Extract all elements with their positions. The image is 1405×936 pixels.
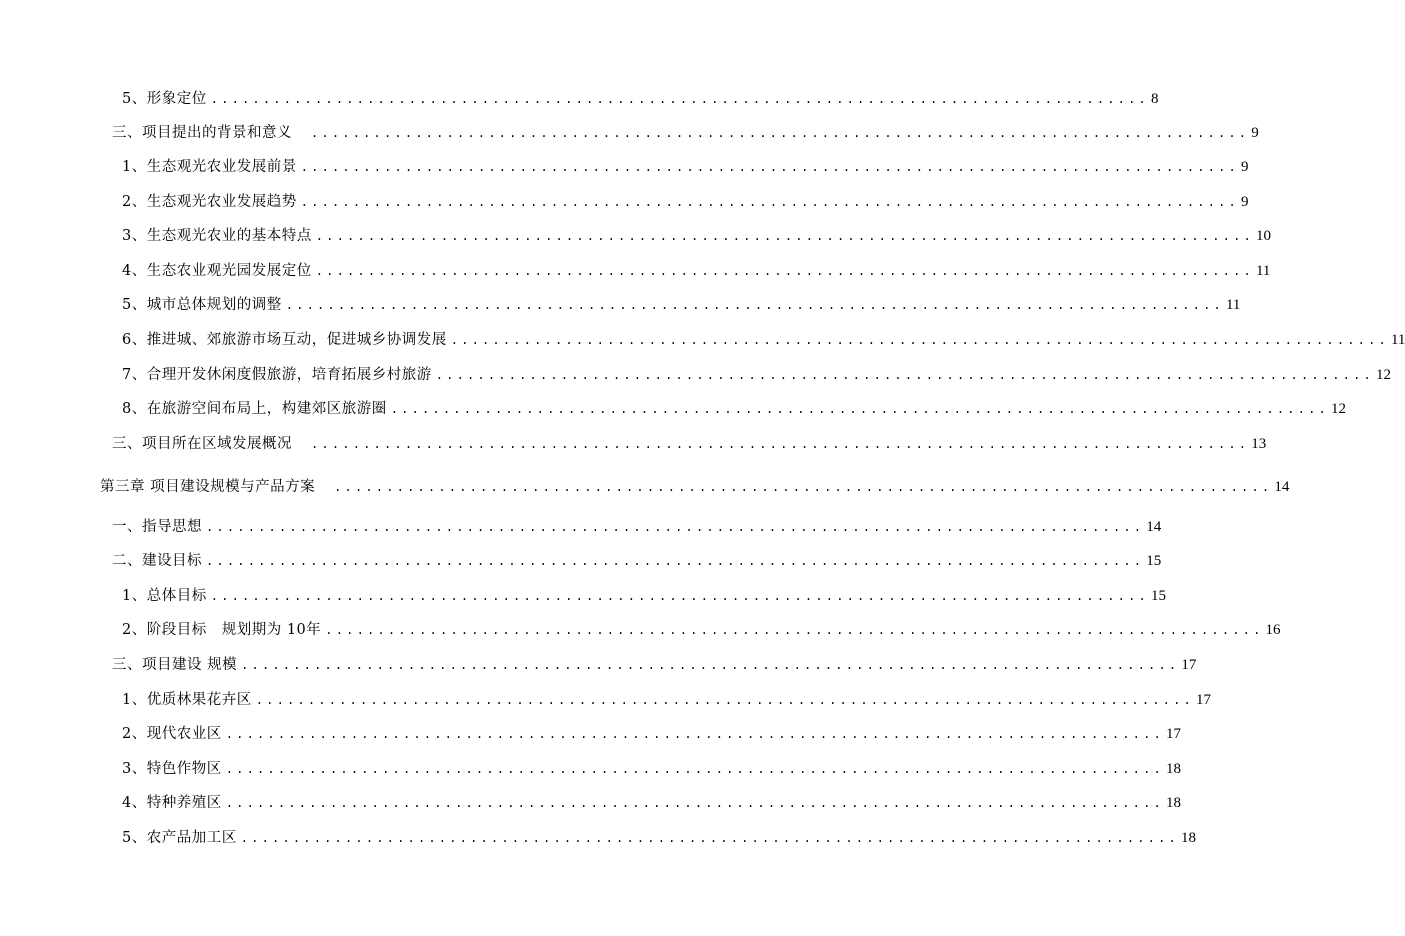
toc-entry[interactable] [122, 226, 1271, 246]
toc-entry[interactable] [122, 793, 1181, 813]
toc-entry-page: 11 [1390, 332, 1405, 348]
toc-entry-page: 18 [1165, 761, 1181, 777]
toc-entry-page: 18 [1180, 830, 1196, 846]
toc-entry-label: 第三章 项目建设规模与产品方案 [100, 479, 331, 495]
toc-entry[interactable] [112, 434, 1267, 454]
toc-entry-page: 14 [1146, 519, 1162, 535]
toc-entry-label: 5、形象定位 [122, 91, 207, 107]
toc-entry[interactable] [122, 690, 1211, 710]
toc-leader-dots: .......................................................................................... [334, 480, 1273, 494]
toc-entry-page: 15 [1146, 553, 1162, 569]
toc-entry[interactable] [122, 724, 1181, 744]
toc-entry[interactable] [122, 620, 1281, 640]
toc-leader-dots: .......................................................................................... [240, 831, 1179, 845]
toc-leader-dots: .......................................................................................... [390, 402, 1329, 416]
toc-entry-page: 17 [1181, 657, 1197, 673]
toc-leader-dots: .......................................................................................... [435, 368, 1374, 382]
toc-entry-page: 18 [1165, 795, 1181, 811]
toc-entry-page: 17 [1165, 726, 1181, 742]
toc-entry[interactable] [122, 586, 1166, 606]
toc-entry[interactable] [122, 330, 1405, 350]
toc-entry-page: 9 [1251, 125, 1259, 141]
toc-leader-dots: .......................................................................................... [210, 92, 1149, 106]
toc-entry-page: 9 [1240, 159, 1249, 175]
toc-entry[interactable] [122, 828, 1196, 848]
toc-entry-page: 8 [1150, 91, 1159, 107]
toc-leader-dots: .......................................................................................... [450, 333, 1389, 347]
toc-leader-dots: .......................................................................................... [285, 298, 1224, 312]
toc-entry-page: 13 [1251, 436, 1267, 452]
toc-chapter-entry[interactable] [100, 477, 1290, 497]
toc-entry-label: 2、阶段目标 规划期为 10年 [122, 622, 322, 638]
toc-entry-page: 11 [1255, 263, 1271, 279]
toc-leader-dots: .......................................................................................... [300, 160, 1239, 174]
toc-entry-page: 17 [1195, 692, 1211, 708]
toc-entry-label: 6、推进城、郊旅游市场互动，促进城乡协调发展 [122, 332, 447, 348]
toc-entry[interactable] [112, 551, 1162, 571]
toc-leader-dots: .......................................................................................... [206, 554, 1145, 568]
toc-leader-dots: .......................................................................................... [255, 693, 1194, 707]
toc-leader-dots: .......................................................................................... [315, 229, 1254, 243]
toc-leader-dots: .......................................................................................... [315, 264, 1254, 278]
toc-entry-label: 4、生态农业观光园发展定位 [122, 263, 312, 279]
toc-entry-page: 12 [1375, 367, 1391, 383]
toc-leader-dots: .......................................................................................... [225, 727, 1164, 741]
toc-entry-label: 一、指导思想 [112, 519, 202, 535]
toc-entry-label: 三、项目所在区域发展概况 [112, 436, 307, 452]
toc-entry-label: 三、项目建设 规模 [112, 657, 238, 673]
toc-entry[interactable] [122, 157, 1249, 177]
toc-entry-label: 3、特色作物区 [122, 761, 222, 777]
toc-entry-label: 1、优质林果花卉区 [122, 692, 252, 708]
toc-entry-page: 15 [1150, 588, 1166, 604]
toc-entry[interactable] [122, 295, 1241, 315]
toc-entry-label: 7、合理开发休闲度假旅游，培育拓展乡村旅游 [122, 367, 432, 383]
toc-leader-dots: .......................................................................................... [311, 126, 1250, 140]
toc-entry-page: 16 [1265, 622, 1281, 638]
toc-leader-dots: .......................................................................................... [300, 195, 1239, 209]
toc-entry[interactable] [112, 123, 1259, 143]
toc-entry-label: 2、现代农业区 [122, 726, 222, 742]
toc-entry-label: 8、在旅游空间布局上，构建郊区旅游圈 [122, 401, 387, 417]
toc-leader-dots: .......................................................................................... [206, 520, 1145, 534]
toc-entry[interactable] [122, 759, 1181, 779]
toc-leader-dots: .......................................................................................... [210, 589, 1149, 603]
toc-entry[interactable] [122, 261, 1271, 281]
toc-entry-label: 4、特种养殖区 [122, 795, 222, 811]
toc-entry[interactable] [112, 517, 1162, 537]
toc-leader-dots: .......................................................................................... [241, 658, 1180, 672]
toc-leader-dots: .......................................................................................... [325, 623, 1264, 637]
toc-leader-dots: .......................................................................................... [311, 437, 1250, 451]
toc-entry-label: 3、生态观光农业的基本特点 [122, 228, 312, 244]
toc-entry[interactable] [122, 365, 1391, 385]
toc-entry-label: 二、建设目标 [112, 553, 202, 569]
toc-entry-page: 12 [1330, 401, 1346, 417]
toc-entry-page: 9 [1240, 194, 1249, 210]
toc-entry-label: 1、生态观光农业发展前景 [122, 159, 297, 175]
toc-entry-label: 2、生态观光农业发展趋势 [122, 194, 297, 210]
toc-entry-label: 三、项目提出的背景和意义 [112, 125, 307, 141]
toc-entry[interactable] [122, 89, 1159, 109]
toc-entry[interactable] [112, 655, 1197, 675]
toc-entry-page: 11 [1225, 297, 1241, 313]
toc-entry-label: 5、农产品加工区 [122, 830, 237, 846]
toc-entry-page: 14 [1274, 479, 1290, 495]
toc-leader-dots: .......................................................................................... [225, 762, 1164, 776]
toc-leader-dots: .......................................................................................... [225, 796, 1164, 810]
toc-entry-page: 10 [1255, 228, 1271, 244]
toc-entry[interactable] [122, 399, 1346, 419]
toc-entry-label: 5、城市总体规划的调整 [122, 297, 282, 313]
toc-entry-label: 1、总体目标 [122, 588, 207, 604]
toc-entry[interactable] [122, 192, 1249, 212]
